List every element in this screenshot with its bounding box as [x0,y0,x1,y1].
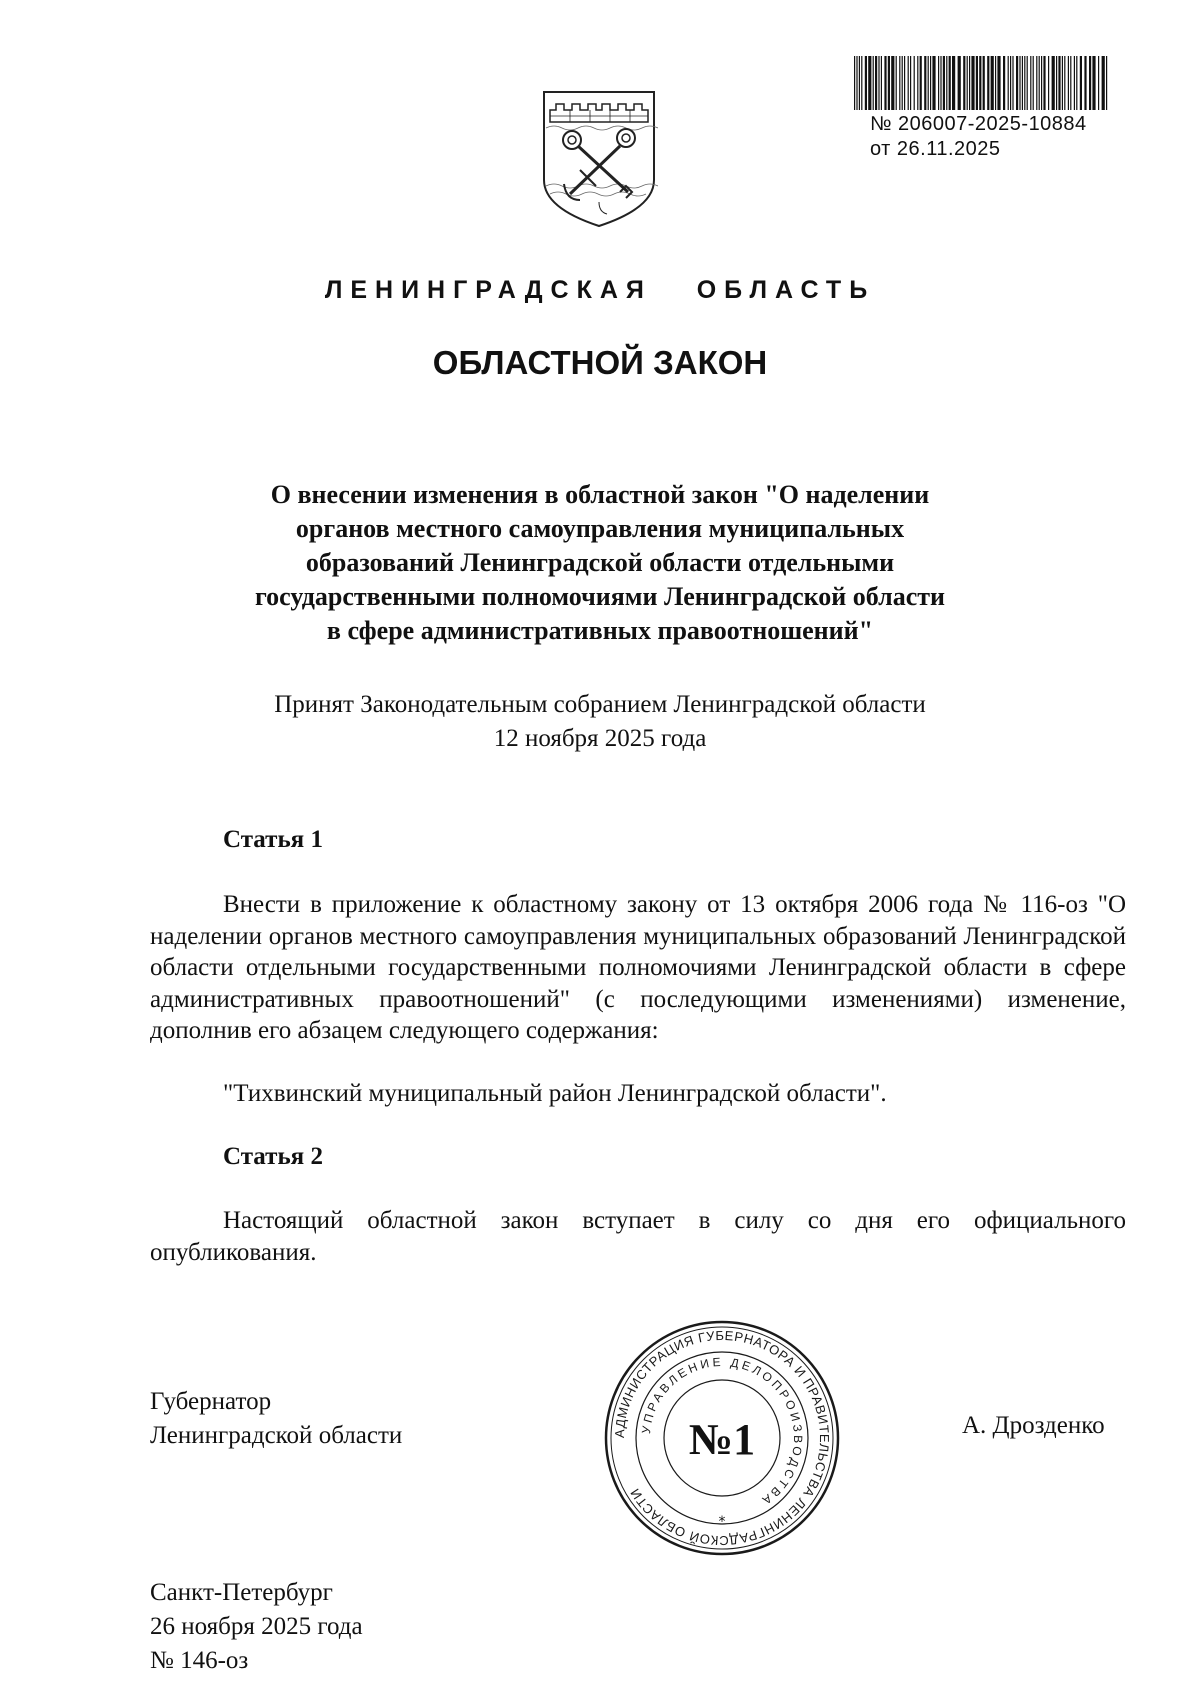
barcode-bar [904,56,905,110]
barcode-bar [1048,56,1049,110]
stamp-outer-text: АДМИНИСТРАЦИЯ ГУБЕРНАТОРА И ПРАВИТЕЛЬСТВА ЛЕНИНГРАДСКОЙ ОБЛАСТИ [611,1327,833,1549]
barcode-bar [917,56,918,110]
barcode-bar [875,56,877,110]
barcode-bar [946,56,947,110]
article-1-text: Внести в приложение к областному закону от 13 октября 2006 года № 116-оз "О наделении органов местного самоуправления муниципальных образований Ленинградской области отдельными государственными полномочиями Ленинградской области в сфере административных правоотношений" (с последующими изменениями) изменение, дополнив его абзацем следующего содержания: [150,891,1126,1045]
barcode-bar [928,56,929,110]
signing-details [150,1576,363,1678]
law-type-heading: ОБЛАСТНОЙ ЗАКОН [432,344,768,381]
barcode-bar [969,56,970,110]
barcode-bar [971,56,974,110]
barcode-bar [1033,56,1034,110]
signatory-name: А. Дрозденко [962,1412,1105,1439]
barcode-bar [938,56,939,110]
barcode-bar [979,56,981,110]
barcode-bar [1062,56,1063,110]
barcode-bar [976,56,978,110]
barcode-bar [1010,56,1011,110]
barcode-bar [888,56,890,110]
barcode-bar [854,56,855,110]
barcode-bar [1068,56,1069,110]
signing-city: Санкт-Петербург [150,1579,333,1606]
barcode-bar [1076,56,1077,110]
barcode-bar [940,56,941,110]
barcode-bar [995,56,996,110]
barcode-bar [1030,56,1031,110]
stamp-star-icon: * [718,1514,726,1530]
law-title-line: органов местного самоуправления муниципальных [295,514,905,543]
adoption-note [150,688,1050,756]
barcode-bar [1022,56,1023,110]
article-1-heading: Статья 1 [223,826,323,853]
official-stamp [602,1318,842,1558]
barcode-bar [1008,56,1009,110]
barcode-bar [1019,56,1020,110]
coat-of-arms-icon [540,88,658,230]
barcode-bar [991,56,994,110]
barcode-bar [1092,56,1095,110]
barcode-bar [910,56,911,110]
barcode-bar [1027,56,1028,110]
barcode-bar [859,56,860,110]
barcode-bar [967,56,968,110]
barcode-bar [1039,56,1040,110]
barcode-bar [884,56,886,110]
article-2-heading: Статья 2 [223,1143,323,1170]
stamp-number: №1 [688,1415,756,1464]
signatory-region: Ленинградской области [150,1422,403,1449]
barcode-bar [896,56,897,110]
barcode-bar [1052,56,1055,110]
barcode-bar [1016,56,1018,110]
adoption-body: Принят Законодательным собранием Ленинградской области [274,691,926,718]
registration-number: № 206007-2025-10884 [870,113,1087,135]
law-title [150,478,1050,648]
barcode-bar [902,56,903,110]
barcode-bar [924,56,926,110]
law-title-line: О внесении изменения в областной закон "О наделении [270,480,930,509]
barcode-bar [881,56,882,110]
barcode-bar [1098,56,1099,110]
law-number: № 146-оз [150,1647,249,1674]
barcode-bar [1106,56,1107,110]
barcode-bar [1080,56,1082,110]
barcode-bar [1012,56,1013,110]
registration-date: от 26.11.2025 [870,138,1001,160]
stamp-inner-text: УПРАВЛЕНИЕ ДЕЛОПРОИЗВОДСТВА [639,1354,806,1509]
barcode-bar [997,56,1000,110]
barcode-bar [952,56,955,110]
barcode-bar [908,56,909,110]
signatory-title: Губернатор [150,1388,272,1415]
signing-date: 26 ноября 2025 года [150,1613,363,1640]
barcode-bar [873,56,874,110]
barcode-bar [1074,56,1075,110]
barcode-bar [932,56,935,110]
barcode-bar [1058,56,1060,110]
law-title-line: в сфере административных правоотношений" [326,616,874,645]
barcode-bar [1070,56,1071,110]
barcode-bar [861,56,862,110]
law-title-line: образований Ленинградской области отдельными [305,548,895,577]
barcode-bar [856,56,857,110]
barcode-bar [983,56,985,110]
barcode-bar [1003,56,1005,110]
barcode-bar [1089,56,1091,110]
barcode-bar [1064,56,1065,110]
barcode-bar [943,56,945,110]
barcode-bar [949,56,951,110]
law-title-line: государственными полномочиями Ленинградской области [255,582,945,611]
barcode-bar [865,56,867,110]
adoption-date: 12 ноября 2025 года [493,725,707,752]
barcode-bar [899,56,900,110]
barcode-bar [987,56,989,110]
barcode-bar [958,56,961,110]
barcode [852,56,1112,110]
barcode-bar [914,56,915,110]
barcode-bar [868,56,871,110]
barcode-bar [1036,56,1037,110]
region-name: ЛЕНИНГРАДСКАЯ ОБЛАСТЬ [324,276,876,304]
barcode-bar [1041,56,1042,110]
barcode-bar [891,56,894,110]
barcode-bar [1102,56,1105,110]
article-2-text: Настоящий областной закон вступает в силу со дня его официального опубликования. [150,1207,1126,1266]
barcode-bar [920,56,922,110]
barcode-bar [1043,56,1045,110]
signatory-position [150,1385,402,1453]
barcode-bar [930,56,931,110]
barcode-bar [1084,56,1086,110]
barcode-bar [1056,56,1057,110]
article-1-quote: "Тихвинский муниципальный район Ленинградской области". [223,1080,887,1107]
barcode-bar [878,56,879,110]
barcode-bar [963,56,965,110]
barcode-bar [1024,56,1025,110]
